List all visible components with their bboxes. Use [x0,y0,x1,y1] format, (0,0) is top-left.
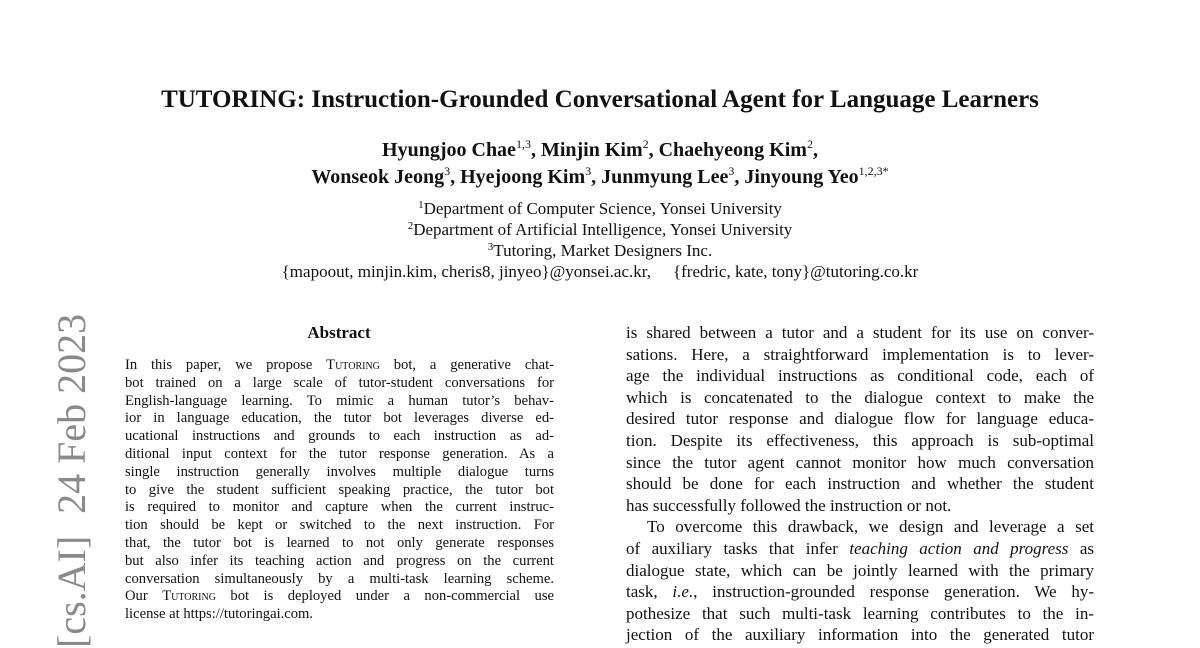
author-affil-mark: 1,3 [515,137,531,151]
abstract-line: ucational instructions and grounds to each instruction as ad- [125,428,554,445]
abstract-line: to give the student sufficient speaking practice, the tutor bot [125,481,554,498]
affil-text: Tutoring, Market Designers Inc. [493,241,713,260]
body-line: desired tutor response and dialogue flow for language educa- [626,409,1094,429]
affiliations [0,198,1200,282]
arxiv-category: [cs.AI] [49,535,94,648]
abstract-line: tion should be kept or switched to the next instruction. For [125,517,554,534]
abstract-line: In this paper, we propose Tutoring bot, a generative chat- [125,357,554,373]
author-name: Wonseok Jeong [311,166,445,188]
affiliation-3 [0,240,1200,261]
author-affil-mark: 2 [806,137,813,151]
abstract-line: license at https://tutoringai.com. [125,606,314,623]
body-line: dialogue state, which can be jointly learned with the primary [626,560,1094,580]
body-line: of auxiliary tasks that infer teaching action and progress as [626,538,1094,558]
arxiv-date: 24 Feb 2023 [49,313,94,514]
author-affil-mark: 3 [585,164,592,178]
abstract-line: is required to monitor and capture when the current instruc- [125,499,554,516]
system-name: Tutoring [162,588,216,605]
abstract-heading: Abstract [307,323,371,342]
body-line: which is concatenated to the dialogue context to make the [626,387,1094,407]
abstract-line: Our Tutoring bot is deployed under a non-commercial use [125,588,554,605]
affil-text: Department of Computer Science, Yonsei University [423,199,782,218]
abstract-line: bot trained on a large scale of tutor-student conversations for [125,374,554,391]
intro-column [626,322,1094,646]
abstract-line: but also infer its teaching action and progress on the current [125,552,554,569]
author-name: Chaehyeong Kim [658,139,807,161]
body-line: pothesize that such multi-task learning contributes to the in- [626,603,1094,623]
author-affil-mark: 1,2,3 [858,164,883,178]
body-line: should be done for each instruction and whether the student [626,474,1094,494]
affil-text: Department of Artificial Intelligence, Yonsei University [413,220,793,239]
body-line: task, i.e., instruction-grounded response generation. We hy- [626,582,1094,602]
abstract-line: ditional input context for the tutor response generation. As a [125,445,554,462]
author-affil-mark: 2 [642,137,649,151]
emphasis: i.e. [672,582,694,602]
abstract-line: that, the tutor bot is learned to not only generate responses [125,534,554,551]
author-name: Hyungjoo Chae [382,139,516,161]
abstract-body [125,357,554,624]
affiliation-2 [0,219,1200,240]
affil-number: 1 [418,199,424,211]
affiliation-1 [0,198,1200,219]
author-name: Hyejoong Kim [460,166,586,188]
author-name: Jinyoung Yeo [744,166,859,188]
affil-number: 2 [407,220,414,232]
paper-title: TUTORING: Instruction-Grounded Conversational Agent for Language Learners [161,86,1039,113]
body-line: since the tutor agent cannot monitor how much conversation [626,452,1094,472]
body-line: tion. Despite its effectiveness, this approach is sub-optimal [626,430,1094,450]
body-line: age the individual instructions as conditional code, each of [626,366,1094,386]
body-line: sations. Here, a straightforward implementation is to lever- [626,344,1094,364]
email-tutoring: {fredric, kate, tony}@tutoring.co.kr [672,262,919,281]
email-yonsei: {mapoout, minjin.kim, cheris8, jinyeo}@yonsei.ac.kr, [281,262,651,281]
author-list [0,137,1200,191]
author-name: Junmyung Lee [601,166,729,188]
system-name: Tutoring [326,357,380,373]
body-line: To overcome this drawback, we design and leverage a set [647,517,1094,537]
abstract-line: conversation simultaneously by a multi-task learning scheme. [125,570,554,587]
emphasis: teaching action and progress [849,538,1069,558]
body-line: is shared between a tutor and a student for its use on conver- [626,323,1094,342]
corresponding-mark: * [882,164,889,178]
email-line [0,261,1200,282]
abstract-line: ior in language education, the tutor bot leverages diverse ed- [125,410,554,427]
body-line: jection of the auxiliary information into the generated tutor [626,625,1094,645]
author-name: Minjin Kim [540,139,643,161]
author-affil-mark: 3 [728,164,735,178]
author-line-1: Hyungjoo Chae$^{1,3}$, Minjin Kim$^2$, Chaehyeong Kim$^2$, [382,137,818,161]
body-line: has successfully followed the instruction or not. [626,495,952,515]
author-line-2: Wonseok Jeong$^3$, Hyejoong Kim$^3$, Junmyung Lee$^3$, Jinyoung Yeo$^{1,2,3*}$ [311,164,889,188]
author-affil-mark: 3 [444,164,451,178]
arxiv-side-stamp [49,313,94,648]
abstract-line: single instruction generally involves multiple dialogue turns [125,463,554,480]
abstract-line: English-language learning. To mimic a human tutor’s behav- [125,392,554,409]
affil-number: 3 [487,241,494,253]
